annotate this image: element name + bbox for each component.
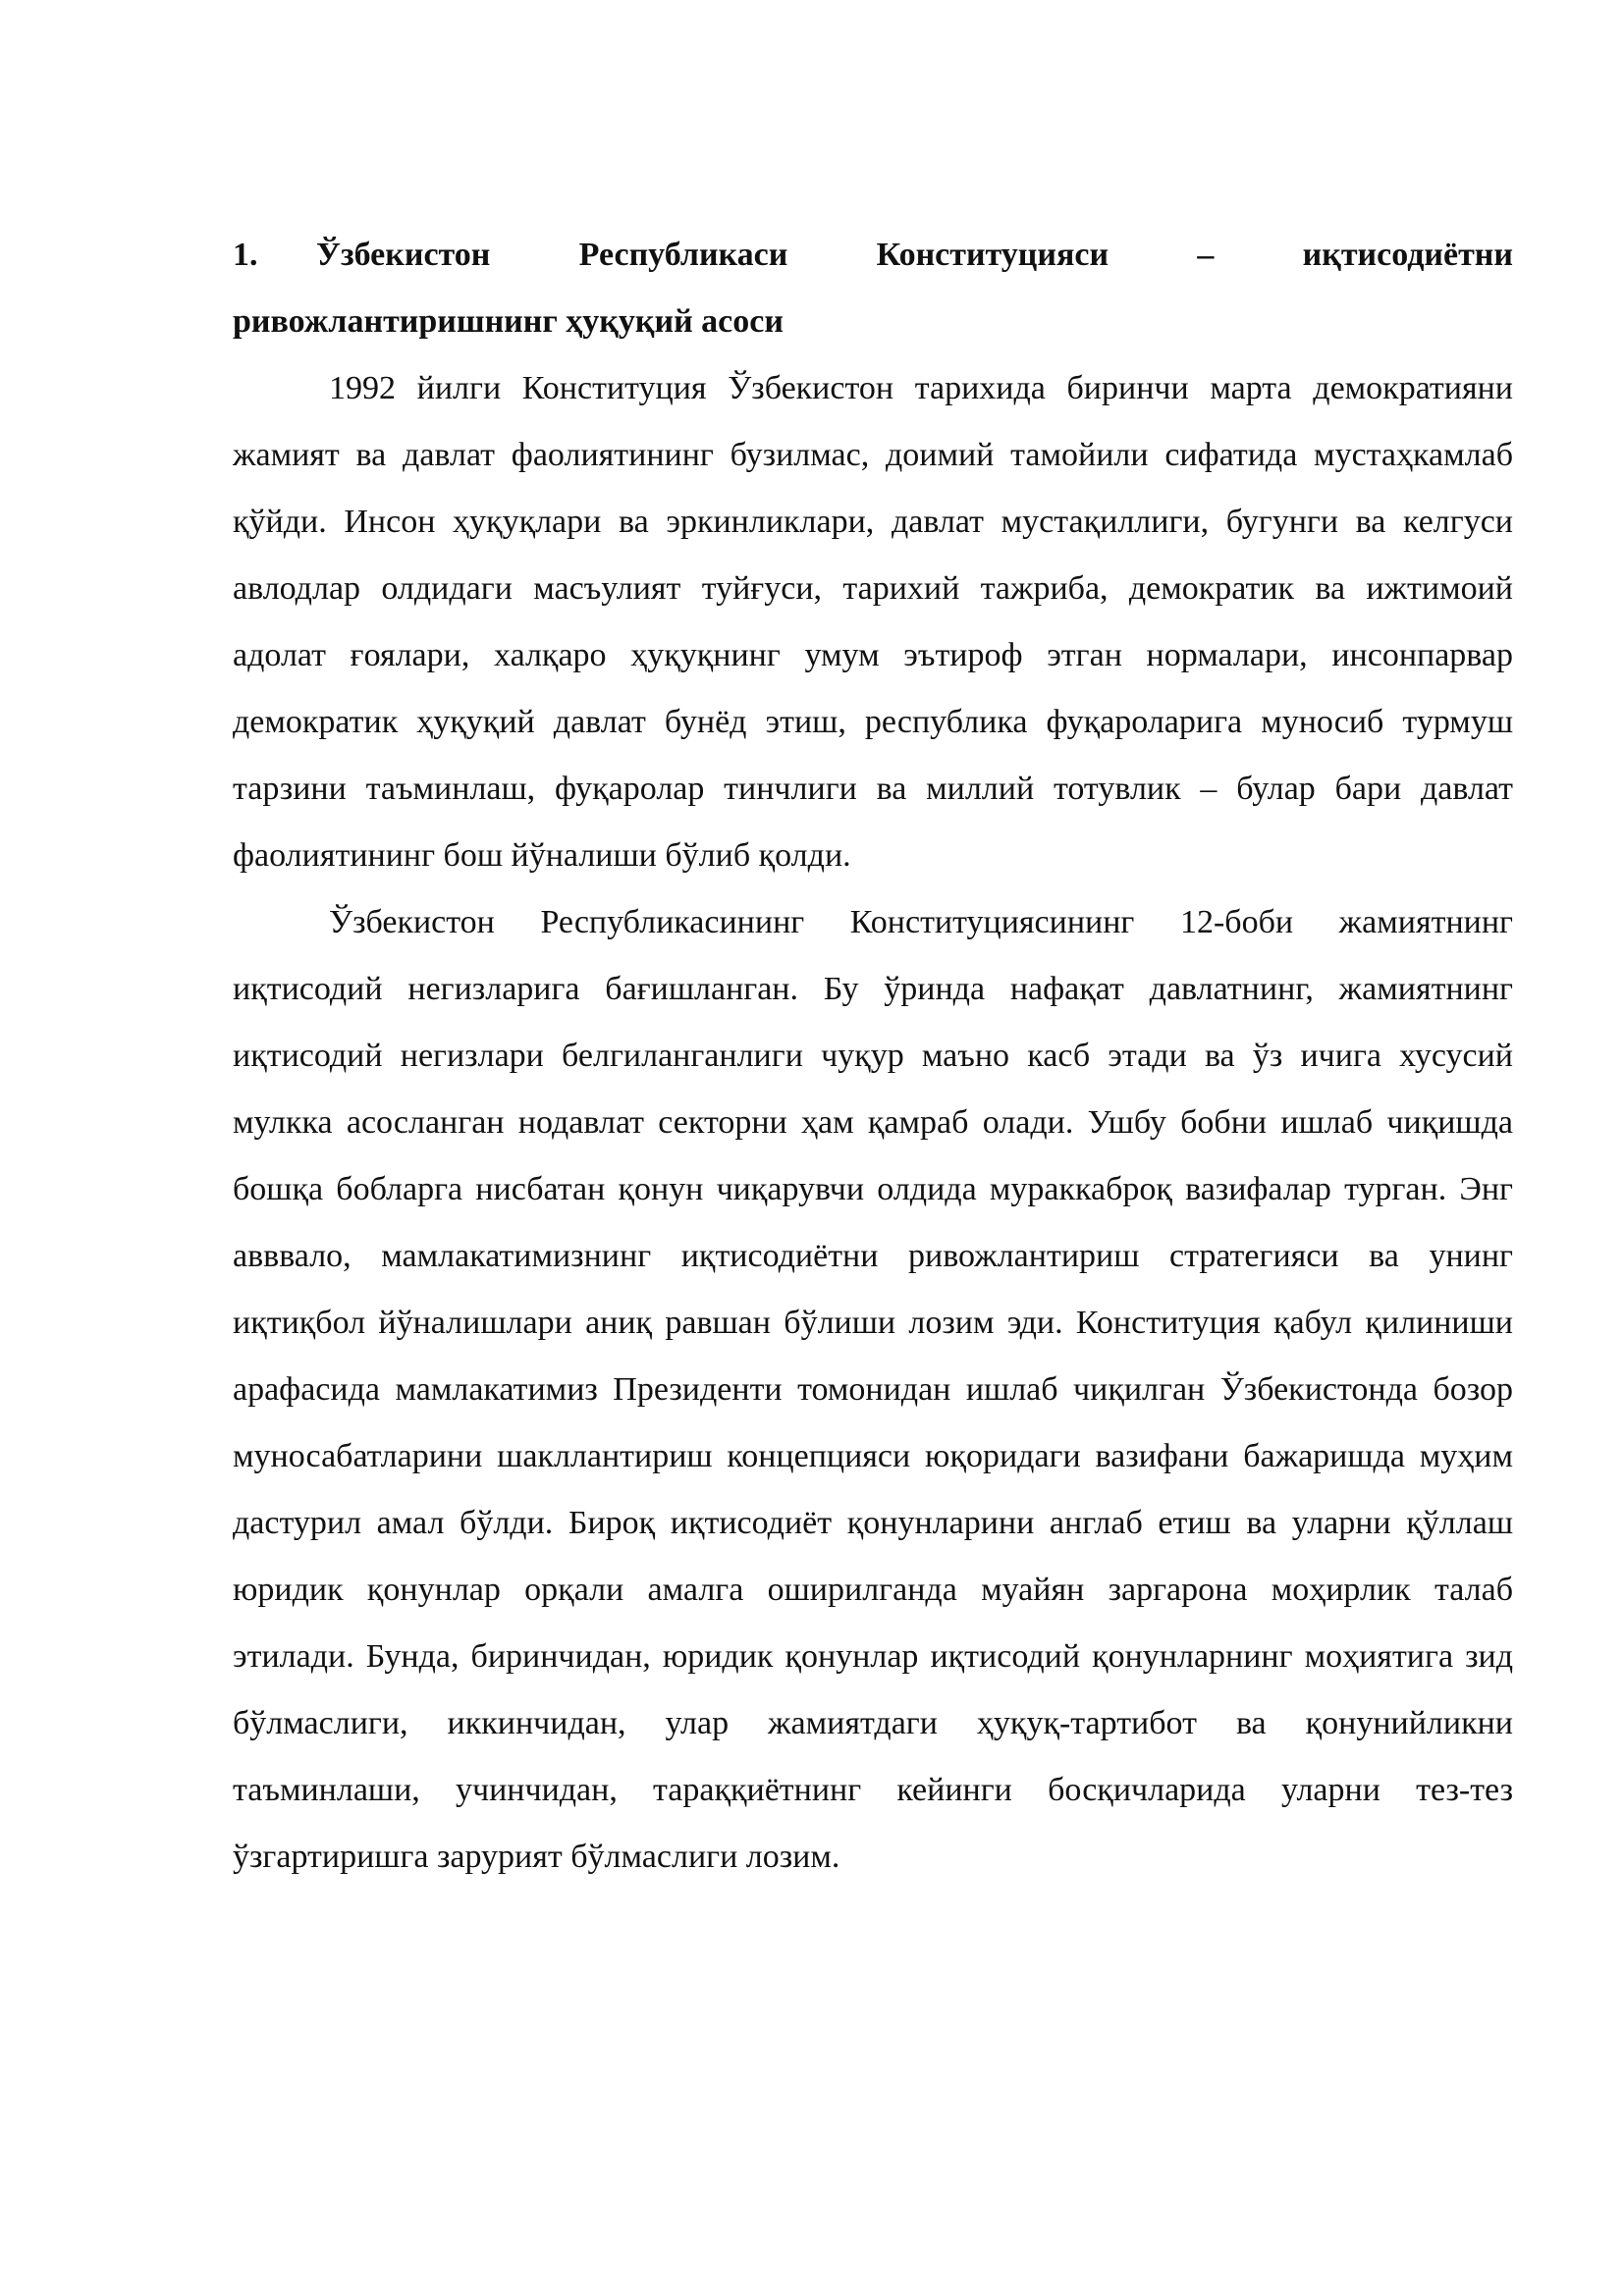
section-heading [233,222,1513,355]
document-page [233,222,1513,1891]
paragraph-2: Ўзбекистон Республикасининг Конституциясининг 12-боби жамиятнинг иқтисодий негизларига бағишланган. Бу ўринда нафақат давлатнинг, жамиятнинг иқтисодий негизлари белгиланганлиги чуқур маъно касб этади ва ўз ичига хусусий мулкка асосланган нодавлат секторни ҳам қамраб олади. Ушбу бобни ишлаб чиқишда бошқа бобларга нисбатан қонун чиқарувчи олдида мураккаброқ вазифалар турган. Энг авввало, мамлакатимизнинг иқтисодиётни ривожлантириш стратегияси ва унинг иқтиқбол йўналишлари аниқ равшан бўлиши лозим эди. Конституция қабул қилиниши арафасида мамлакатимиз Президенти томонидан ишлаб чиқилган Ўзбекистонда бозор муносабатларини шакллантириш концепцияси юқоридаги вазифани бажаришда муҳим дастурил амал бўлди. Бироқ иқтисодиёт қонунларини англаб етиш ва уларни қўллаш юридик қонунлар орқали амалга оширилганда муайян заргарона моҳирлик талаб этилади. Бунда, биринчидан, юридик қонунлар иқтисодий қонунларнинг моҳиятига зид бўлмаслиги, иккинчидан, улар жамиятдаги ҳуқуқ-тартибот ва қонунийликни таъминлаши, учинчидан, тараққиётнинг кейинги босқичларида уларни тез-тез ўзгартиришга зарурият бўлмаслиги лозим. [233,904,1513,1875]
heading-number: 1. [233,237,258,273]
heading-title: Ўзбекистон Республикаси Конституцияси – иқтисодиётни ривожлантиришнинг ҳуқуқий асоси [233,237,1513,340]
paragraph-1: 1992 йилги Конституция Ўзбекистон тарихида биринчи марта демократияни жамият ва давлат фаолиятининг бузилмас, доимий тамойили сифатида мустаҳкамлаб қўйди. Инсон ҳуқуқлари ва эркинликлари, давлат мустақиллиги, бугунги ва келгуси авлодлар олдидаги масъулият туйғуси, тарихий тажриба, демократик ва ижтимоий адолат ғоялари, халқаро ҳуқуқнинг умум эътироф этган нормалари, инсонпарвар демократик ҳуқуқий давлат бунёд этиш, республика фуқароларига муносиб турмуш тарзини таъминлаш, фуқаролар тинчлиги ва миллий тотувлик – булар бари давлат фаолиятининг бош йўналиши бўлиб қолди. [233,370,1513,874]
